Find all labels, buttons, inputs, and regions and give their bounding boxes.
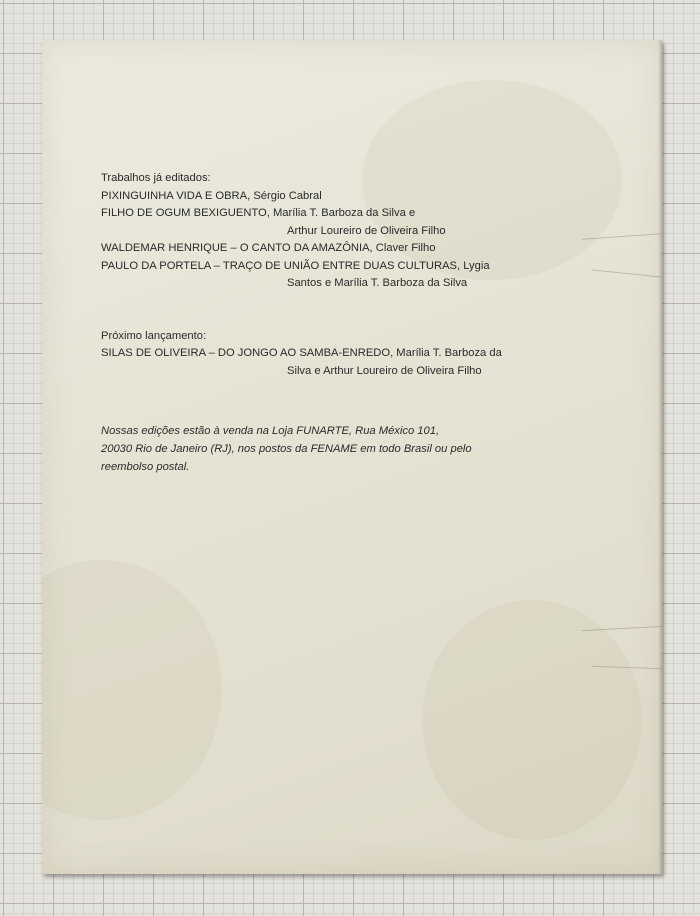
back-cover-text	[101, 170, 621, 476]
upcoming-entry-continued: Silva e Arthur Loureiro de Oliveira Filho	[287, 364, 482, 377]
sales-note-line-1: Nossas edições estão à venda na Loja FUNARTE, Rua México 101,	[101, 425, 440, 437]
paper-stain	[42, 560, 222, 820]
sales-note-line-2: 20030 Rio de Janeiro (RJ), nos postos da FENAME em todo Brasil ou pelo	[101, 443, 472, 455]
published-entry-1: PIXINGUINHA VIDA E OBRA, Sérgio Cabral	[101, 189, 322, 202]
published-entry-4: PAULO DA PORTELA – TRAÇO DE UNIÃO ENTRE DUAS CULTURAS, Lygia	[101, 259, 490, 272]
sales-note-line-3: reembolso postal.	[101, 461, 190, 473]
published-entry-2-continued: Arthur Loureiro de Oliveira Filho	[287, 224, 446, 237]
upcoming-heading: Próximo lançamento:	[101, 329, 207, 342]
paper-stain	[422, 600, 642, 840]
published-entry-4-continued: Santos e Marília T. Barboza da Silva	[287, 277, 468, 289]
published-entry-3: WALDEMAR HENRIQUE – O CANTO DA AMAZÔNIA, Claver Filho	[101, 242, 436, 254]
upcoming-entry: SILAS DE OLIVEIRA – DO JONGO AO SAMBA-ENREDO, Marília T. Barboza da	[101, 347, 502, 359]
paper-edge-shadow	[658, 40, 662, 874]
published-heading: Trabalhos já editados:	[101, 172, 211, 184]
published-entry-2: FILHO DE OGUM BEXIGUENTO, Marília T. Barboza da Silva e	[101, 207, 416, 219]
